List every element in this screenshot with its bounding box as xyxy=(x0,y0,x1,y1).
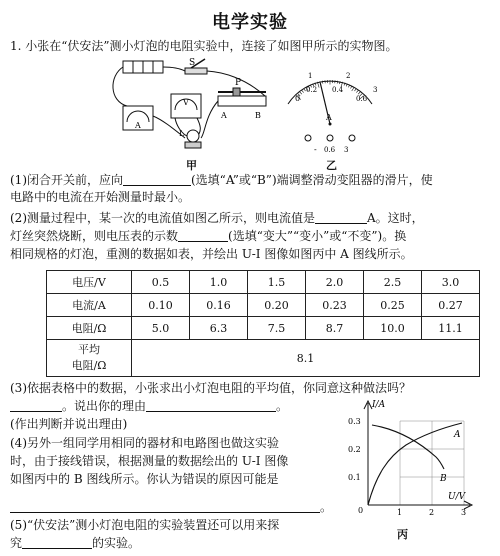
q1-p2-text-d: (选填“变大”“变小”或“不变”)。换 xyxy=(228,229,407,243)
q1-part3-line1: (3)依据表格中的数据，小张求出小灯泡电阻的平均值，你同意这种做法吗？ xyxy=(10,381,412,395)
row-header: 电压/V xyxy=(47,271,132,294)
table-row xyxy=(47,294,480,317)
dial-tick xyxy=(358,92,360,94)
dial-unit: A xyxy=(326,113,332,122)
q1-part2-line1 xyxy=(10,210,424,226)
q1-part2-line3: 相同规格的灯泡，重测的数据如表，并绘出 U-I 图像如图丙中 A 图线所示。 xyxy=(10,247,413,261)
dial-tick-2: 2 xyxy=(346,72,351,80)
table-cell: 0.10 xyxy=(132,294,190,317)
answer-blank-3[interactable] xyxy=(178,229,228,242)
row-header: 电阻/Ω xyxy=(47,317,132,340)
figure-yi-caption: 乙 xyxy=(326,159,337,172)
dial-tick-1: 1 xyxy=(308,72,313,80)
table-cell: 2.5 xyxy=(364,271,422,294)
q1-part5-line2 xyxy=(10,535,140,551)
dial-tick-0: 0 xyxy=(295,94,301,103)
q1-p5-text-b: 究 xyxy=(10,536,23,550)
q1-part5-line1: (5)“伏安法”测小灯泡电阻的实验装置还可以用来探 xyxy=(10,518,280,532)
graph-xtick-2: 2 xyxy=(429,508,435,517)
table-cell: 0.25 xyxy=(364,294,422,317)
avg-label-2: 电阻/Ω xyxy=(71,359,107,372)
dial-tick-0-2: 0.2 xyxy=(306,86,318,94)
table-row xyxy=(47,271,480,294)
dial-tick-0-6: 0.6 xyxy=(356,95,368,103)
ui-graph-figure xyxy=(336,395,474,525)
q1-p3-text-b: 。说出你的理由 xyxy=(62,399,147,413)
graph-origin: 0 xyxy=(358,506,364,515)
table-cell: 8.1 xyxy=(132,340,480,377)
q1-p2-text-b: A。这时， xyxy=(367,211,424,225)
graph-ytick-0-2: 0.2 xyxy=(348,445,361,454)
terminal-0-6: 0.6 xyxy=(324,146,336,154)
figure-bing-caption: 丙 xyxy=(397,528,408,541)
figure-jia-caption: 甲 xyxy=(186,159,197,172)
table-cell: 0.16 xyxy=(190,294,248,317)
table-cell: 0.23 xyxy=(306,294,364,317)
page-title: 电学实验 xyxy=(212,12,288,33)
table-row xyxy=(47,317,480,340)
terminal-minus: - xyxy=(314,145,317,154)
ammeter-dial-figure xyxy=(270,70,390,156)
question-stem: 1. 小张在“伏安法”测小灯泡的电阻实验中，连接了如图甲所示的实物图。 xyxy=(10,39,398,53)
curve-b-label: B xyxy=(440,474,447,484)
graph-ytick-0-3: 0.3 xyxy=(348,417,361,426)
q1-part1-line2: 电路中的电流在开始测量时最小。 xyxy=(10,190,191,204)
q1-part2-line2 xyxy=(10,228,406,244)
row-header xyxy=(47,340,132,377)
q1-p2-text-c: 灯丝突然烧断，则电压表的示数 xyxy=(10,229,179,243)
q1-part4-line3: 如图丙中的 B 图线所示。你认为错误的原因可能是 xyxy=(10,472,279,486)
ammeter-label: A xyxy=(135,121,141,130)
dial-tick-0-4: 0.4 xyxy=(332,86,344,94)
answer-blank-7[interactable] xyxy=(22,536,92,549)
label-s: S xyxy=(189,58,196,68)
dial-tick xyxy=(352,87,354,91)
answer-blank-4[interactable] xyxy=(10,399,62,412)
voltmeter-label: V xyxy=(183,98,189,107)
dial-tick xyxy=(302,90,304,92)
answer-blank-6[interactable] xyxy=(10,500,320,513)
table-row xyxy=(47,340,480,377)
q1-part1-line1 xyxy=(10,172,433,188)
dial-tick-3: 3 xyxy=(373,86,378,94)
table-cell: 6.3 xyxy=(190,317,248,340)
graph-xtick-3: 3 xyxy=(461,508,467,517)
answer-blank-5[interactable] xyxy=(146,399,276,412)
q1-part4-line2: 时，由于接线错误，根据测量的数据绘出的 U-I 图像 xyxy=(10,454,289,468)
table-cell: 1.5 xyxy=(248,271,306,294)
dial-tick xyxy=(337,81,338,84)
table-cell: 2.0 xyxy=(306,271,364,294)
graph-xlabel: U/V xyxy=(448,492,466,502)
q1-p1-text-a: (1)闭合开关前，应向 xyxy=(10,173,123,187)
row-header: 电流/A xyxy=(47,294,132,317)
circuit-figure xyxy=(105,56,275,156)
q1-p3-text-c: 。 xyxy=(276,399,289,413)
q1-p2-text-a: (2)测量过程中，某一次的电流值如图乙所示，则电流值是 xyxy=(10,211,316,225)
label-p: P xyxy=(235,78,242,88)
table-cell: 1.0 xyxy=(190,271,248,294)
table-cell: 10.0 xyxy=(364,317,422,340)
terminal-3: 3 xyxy=(344,146,349,154)
table-cell: 3.0 xyxy=(422,271,480,294)
battery-icon xyxy=(123,61,163,73)
curve-a-label: A xyxy=(454,430,461,440)
answer-blank-1[interactable] xyxy=(123,173,191,186)
answer-blank-2[interactable] xyxy=(315,211,367,224)
lamp-icon xyxy=(185,130,201,148)
table-cell: 8.7 xyxy=(306,317,364,340)
avg-label-1: 平均 xyxy=(78,343,100,356)
q1-part3-hint: (作出判断并说出理由) xyxy=(10,417,128,431)
graph-ytick-0-1: 0.1 xyxy=(348,473,361,482)
table-cell: 0.27 xyxy=(422,294,480,317)
dial-tick xyxy=(300,92,302,94)
q1-part3-line2 xyxy=(10,398,288,414)
q1-p4-text-d: 。 xyxy=(320,500,333,514)
graph-ylabel: I/A xyxy=(372,400,386,410)
q1-p5-text-c: 的实验。 xyxy=(92,536,141,550)
label-a-terminal: A xyxy=(221,111,227,120)
dial-terminals xyxy=(305,135,355,141)
dial-tick xyxy=(322,81,323,84)
graph-xtick-1: 1 xyxy=(397,508,403,517)
table-cell: 7.5 xyxy=(248,317,306,340)
q1-p1-text-b: (选填“A”或“B”)端调整滑动变阻器的滑片，使 xyxy=(191,173,433,187)
label-l: L xyxy=(179,129,185,138)
q1-part4-line4 xyxy=(10,499,332,515)
dial-tick xyxy=(356,90,358,92)
table-cell: 5.0 xyxy=(132,317,190,340)
label-b-terminal: B xyxy=(255,111,261,120)
dial-tick xyxy=(354,89,356,91)
table-cell: 0.5 xyxy=(132,271,190,294)
table-cell: 11.1 xyxy=(422,317,480,340)
q1-part4-line1: (4)另外一组同学用相同的器材和电路图也做这实验 xyxy=(10,436,279,450)
data-table xyxy=(46,270,480,377)
table-cell: 0.20 xyxy=(248,294,306,317)
